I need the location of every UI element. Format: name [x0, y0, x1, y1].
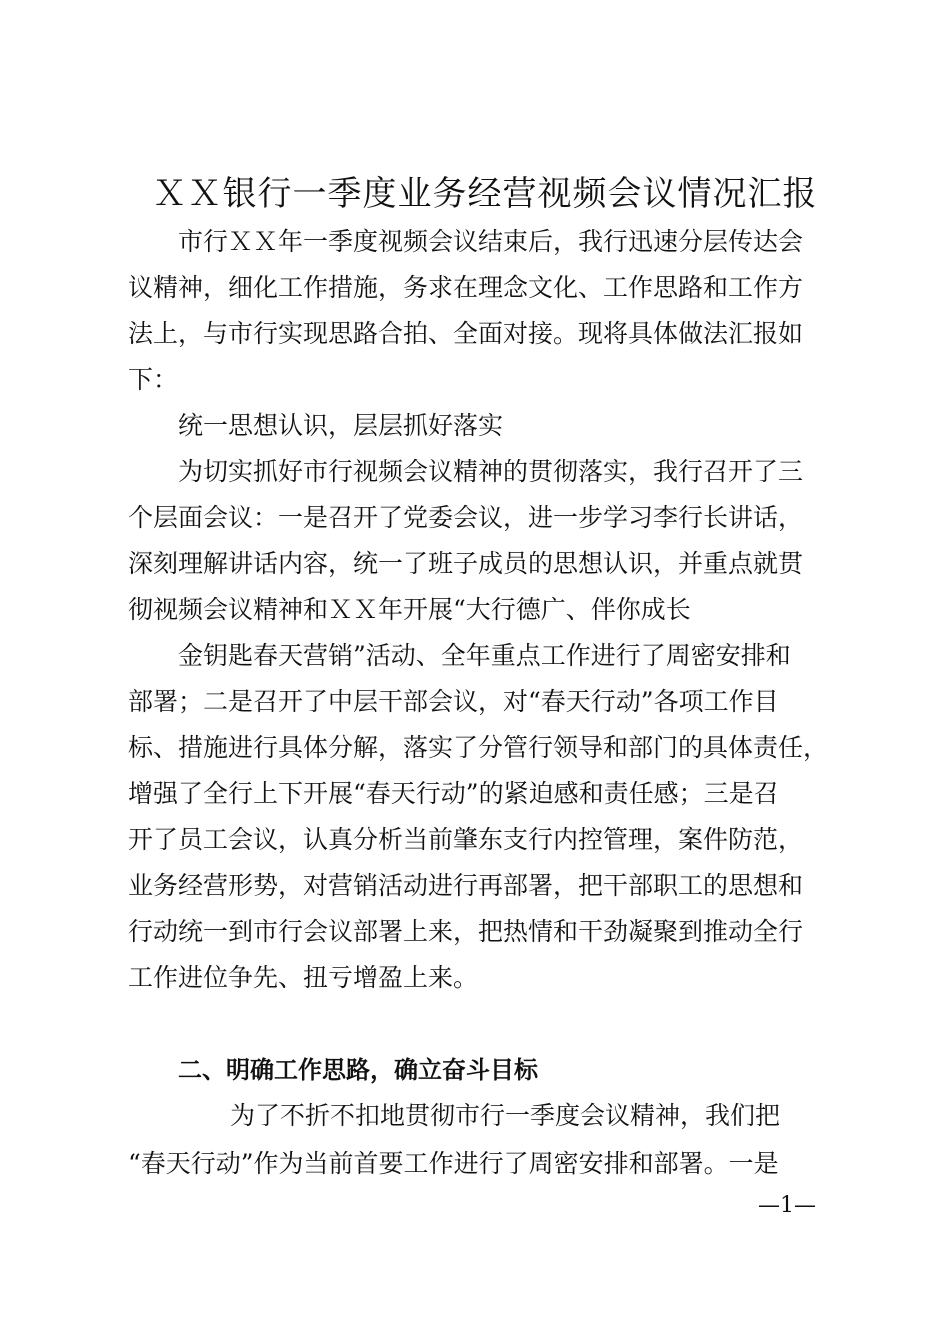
intro-line-2: 议精神，细化工作措施，务求在理念文化、工作思路和工作方	[128, 273, 804, 302]
section1-para2-line-4: 增强了全行上下开展“春天行动”的紧迫感和责任感；三是召	[128, 779, 779, 808]
section1-para2-line-6: 业务经营形势，对营销活动进行再部署，把干部职工的思想和	[128, 871, 804, 900]
section2-line-2: “春天行动”作为当前首要工作进行了周密安排和部署。一是	[128, 1149, 779, 1178]
section1-para2-line-5: 开了员工会议，认真分析当前肇东支行内控管理，案件防范，	[128, 825, 804, 854]
section1-para1-line-2: 个层面会议：一是召开了党委会议，进一步学习李行长讲话，	[128, 503, 804, 532]
section1-para1-line-4: 彻视频会议精神和ＸＸ年开展“大行德广、伴你成长	[128, 595, 691, 624]
intro-line-3: 法上，与市行实现思路合拍、全面对接。现将具体做法汇报如	[128, 319, 804, 348]
section2-line-1: 为了不折不扣地贯彻市行一季度会议精神，我们把	[230, 1101, 781, 1130]
section1-para1-line-1: 为切实抓好市行视频会议精神的贯彻落实，我行召开了三	[178, 457, 804, 486]
document-title: ＸＸ银行一季度业务经营视频会议情况汇报	[152, 174, 818, 214]
section1-para2-line-1: 金钥匙春天营销”活动、全年重点工作进行了周密安排和	[178, 641, 791, 670]
intro-line-4: 下：	[128, 365, 179, 394]
section1-para1-line-3: 深刻理解讲话内容，统一了班子成员的思想认识，并重点就贯	[128, 549, 804, 578]
section1-para2-line-8: 工作进位争先、扭亏增盈上来。	[128, 963, 479, 992]
section1-para2-line-3: 标、措施进行具体分解，落实了分管行领导和部门的具体责任，	[128, 733, 829, 762]
section1-para2-line-2: 部署；二是召开了中层干部会议，对“春天行动”各项工作目	[128, 687, 779, 716]
section1-para2-line-7: 行动统一到市行会议部署上来，把热情和干劲凝聚到推动全行	[128, 917, 804, 946]
page-number: —1—	[758, 1193, 816, 1218]
intro-line-1: 市行ＸＸ年一季度视频会议结束后，我行迅速分层传达会	[178, 227, 804, 256]
section1-heading: 统一思想认识，层层抓好落实	[178, 411, 504, 440]
section2-heading: 二、明确工作思路，确立奋斗目标	[178, 1056, 538, 1084]
